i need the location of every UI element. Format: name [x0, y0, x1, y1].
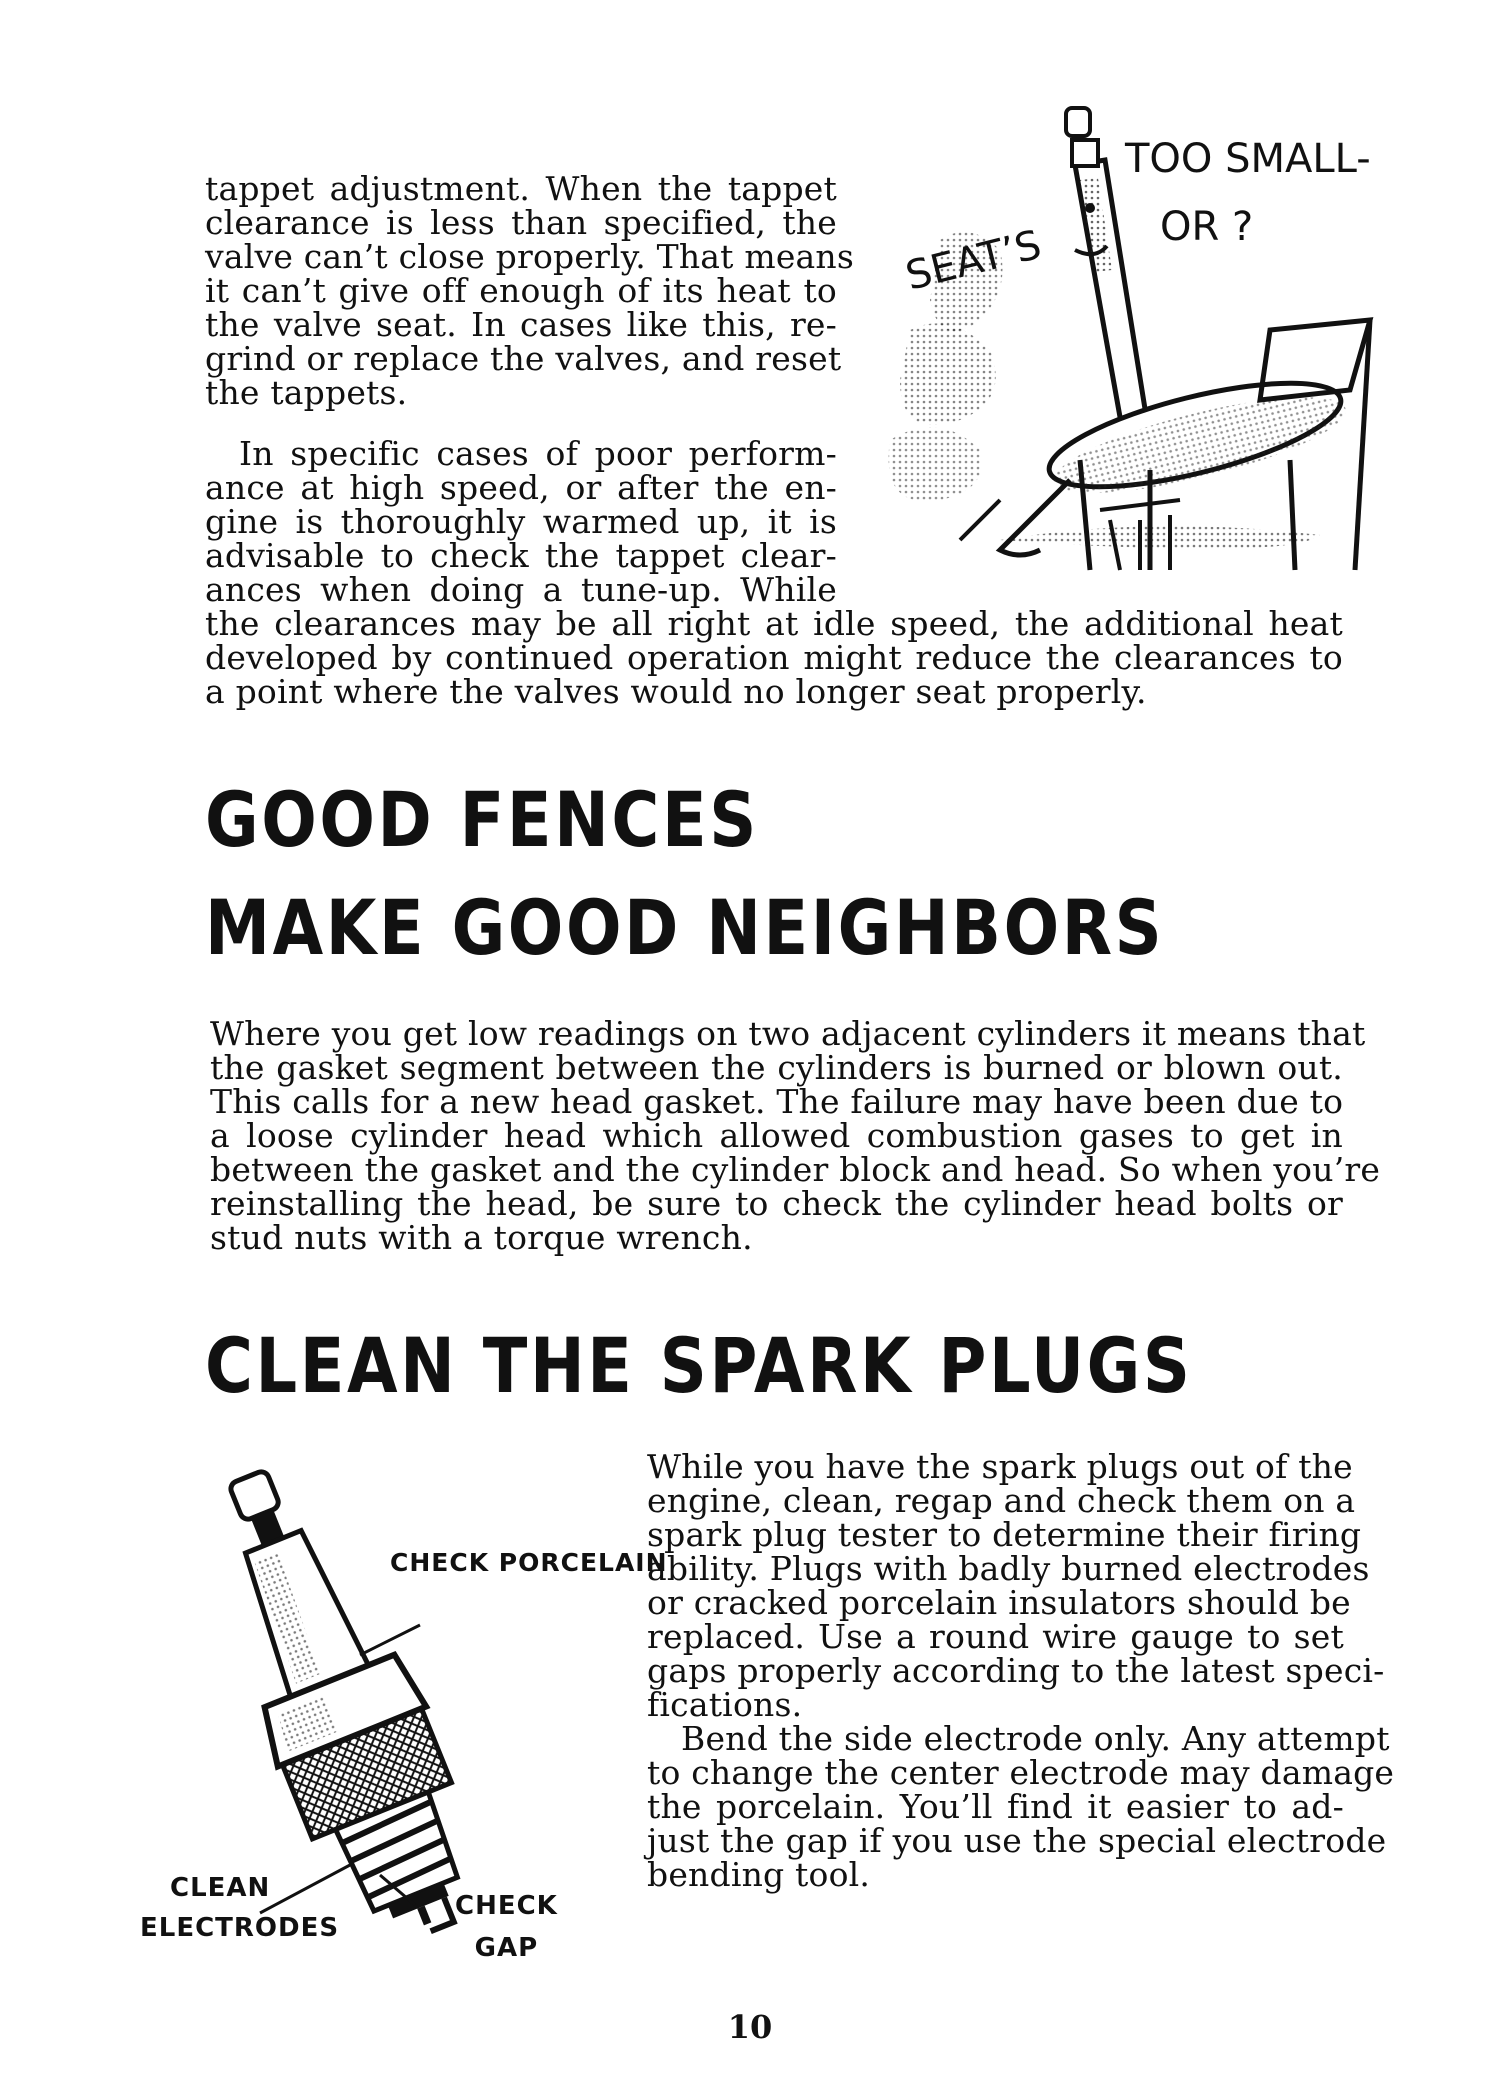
text-line: the valve seat. In cases like this, re- [205, 305, 837, 344]
text-line: the tappets. [205, 373, 408, 412]
label-line: ELECTRODES [140, 1913, 340, 1943]
intro-paragraph-2 [205, 434, 837, 609]
text-line: the porcelain. You’ll find it easier to ad- [647, 1787, 1344, 1826]
label-check-porcelain: CHECK PORCELAIN [390, 1548, 668, 1577]
intro-paragraph-2-continued [205, 604, 1343, 711]
heading-line: MAKE GOOD NEIGHBORS [205, 883, 1165, 972]
heading-clean-spark-plugs: CLEAN THE SPARK PLUGS [205, 1321, 1193, 1410]
label-line: GAP [474, 1933, 539, 1963]
text-line: In specific cases of poor perform- [239, 434, 837, 473]
text-line: engine, clean, regap and check them on a [647, 1481, 1356, 1520]
label-line: CHECK [455, 1891, 558, 1921]
heading-line: GOOD FENCES [205, 775, 759, 864]
cartoon-label-or: OR ? [1160, 204, 1254, 250]
text-line: spark plug tester to determine their firing [647, 1515, 1362, 1554]
text-line: it can’t give off enough of its heat to [205, 271, 837, 310]
text-line: ability. Plugs with badly burned electrodes [647, 1549, 1370, 1588]
text-line: valve can’t close properly. That means [205, 237, 855, 276]
intro-paragraph-1 [205, 169, 855, 412]
cartoon-label-too-small: TOO SMALL- [1125, 136, 1371, 182]
text-line: to change the center electrode may damage [647, 1753, 1395, 1792]
label-clean-electrodes [140, 1868, 339, 1948]
spark-paragraph-1 [647, 1447, 1385, 1724]
text-line: grind or replace the valves, and reset [205, 339, 842, 378]
label-check-gap [455, 1885, 558, 1969]
text-line: Bend the side electrode only. Any attempt [681, 1719, 1390, 1758]
valve-cartoon-illustration [850, 100, 1410, 600]
text-line: While you have the spark plugs out of the [647, 1447, 1353, 1486]
valve-seat-cartoon [850, 100, 1410, 600]
text-line: just the gap if you use the special electrode [647, 1821, 1387, 1860]
text-line: replaced. Use a round wire gauge to set [647, 1617, 1344, 1656]
text-line: the gasket segment between the cylinders is burned or blown out. [210, 1048, 1343, 1087]
text-line: advisable to check the tappet clear- [205, 536, 837, 575]
label-line: CLEAN [170, 1873, 271, 1903]
text-line: clearance is less than specified, the [205, 203, 837, 242]
text-line: stud nuts with a torque wrench. [210, 1218, 753, 1257]
text-line: or cracked porcelain insulators should be [647, 1583, 1351, 1622]
text-line: ances when doing a tune-up. While [205, 570, 837, 609]
spark-paragraph-2 [647, 1719, 1395, 1894]
page-number: 10 [727, 2008, 773, 2046]
text-line: fications. [647, 1685, 803, 1724]
text-line: ance at high speed, or after the en- [205, 468, 837, 507]
fences-paragraph [210, 1014, 1381, 1257]
text-line: bending tool. [647, 1855, 871, 1894]
text-line: a point where the valves would no longer seat properly. [205, 672, 1147, 711]
text-line: a loose cylinder head which allowed combustion gases to get in [210, 1116, 1343, 1155]
text-line: reinstalling the head, be sure to check the cylinder head bolts or [210, 1184, 1343, 1223]
cartoon-label-seats: SEAT’S [901, 221, 1046, 300]
heading-good-fences [205, 766, 1164, 982]
text-line: developed by continued operation might reduce the clearances to [205, 638, 1343, 677]
text-line: tappet adjustment. When the tappet [205, 169, 837, 208]
text-line: This calls for a new head gasket. The failure may have been due to [210, 1082, 1344, 1121]
text-line: gaps properly according to the latest speci- [647, 1651, 1385, 1690]
text-line: the clearances may be all right at idle speed, the additional heat [205, 604, 1343, 643]
text-line: gine is thoroughly warmed up, it is [205, 502, 837, 541]
text-line: between the gasket and the cylinder block and head. So when you’re [210, 1150, 1381, 1189]
text-line: Where you get low readings on two adjacent cylinders it means that [210, 1014, 1366, 1053]
